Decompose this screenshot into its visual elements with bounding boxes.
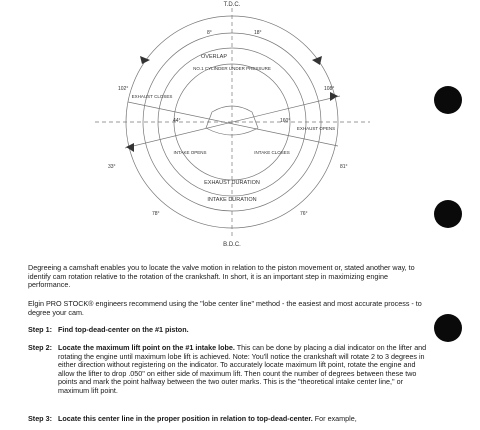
step-label: Step 3:: [28, 414, 52, 423]
step-label: Step 1:: [28, 325, 52, 334]
degree-label: 76°: [300, 211, 308, 217]
step-body: [58, 326, 428, 335]
step-title: Locate the maximum lift point on the #1 intake lobe.: [58, 343, 235, 352]
degree-label: 81°: [340, 164, 348, 170]
step-text: This can be done by placing a dial indicator on the lifter and rotating the engine until maximum lobe lift is achieved. Note: You'll notice the crankshaft will rotate 2 to 3 degrees in either direction without registering on the indicator. To accurately locate maximum lift point, rotate the engine and allow the lifter to drop .050" on either side of maximum lift. Then count the number of degrees between these two points and mark the point halfway between the two outer marks. This is the "theoretical intake center line," or maximum lift point.: [58, 343, 427, 395]
binder-hole-icon: [434, 314, 462, 342]
degree-label: 102°: [118, 86, 129, 92]
intake-duration-label: INTAKE DURATION: [207, 197, 257, 203]
intake-opens-label: INTAKE OPENS: [173, 150, 207, 155]
intake-closes-label: INTAKE CLOSES: [254, 150, 290, 155]
degree-label: 160°: [280, 118, 291, 124]
cylinder-pressure-label: NO.1 CYLINDER UNDER PRESSURE: [193, 66, 271, 71]
step-body: [58, 415, 428, 424]
step-body: [58, 344, 428, 396]
degree-label: 8°: [207, 30, 212, 36]
overlap-label: OVERLAP: [201, 54, 227, 60]
paragraph-text: Degreeing a camshaft enables you to locate the valve motion in relation to the piston movement or, stated another way, to identify cam rotation relative to the rotation of the crankshaft. In short, it is an important step in maximizing engine performance.: [28, 263, 415, 290]
binder-hole-icon: [434, 200, 462, 228]
recommendation-paragraph: [28, 300, 428, 317]
step-title: Locate this center line in the proper position in relation to top-dead-center.: [58, 414, 313, 423]
degree-label: 78°: [152, 211, 160, 217]
binder-hole-icon: [434, 86, 462, 114]
exhaust-opens-label: EXHAUST OPENS: [296, 126, 336, 131]
step-title: Find top-dead-center on the #1 piston.: [58, 325, 189, 334]
step-text: For example,: [312, 414, 357, 423]
degree-label: 18°: [254, 30, 262, 36]
bdc-label: B.D.C.: [223, 242, 241, 248]
intro-paragraph: [28, 264, 428, 290]
degree-label: 108°: [324, 86, 335, 92]
tdc-label: T.D.C.: [223, 2, 241, 8]
step-label: Step 2:: [28, 343, 52, 352]
exhaust-closes-label: EXHAUST CLOSES: [131, 94, 173, 99]
exhaust-duration-label: EXHAUST DURATION: [204, 180, 260, 186]
paragraph-text: Elgin PRO STOCK® engineers recommend using the "lobe center line" method - the easiest and most accurate process - to degree your cam.: [28, 299, 422, 317]
degree-label: 44°: [173, 118, 181, 124]
degree-label: 33°: [108, 164, 116, 170]
